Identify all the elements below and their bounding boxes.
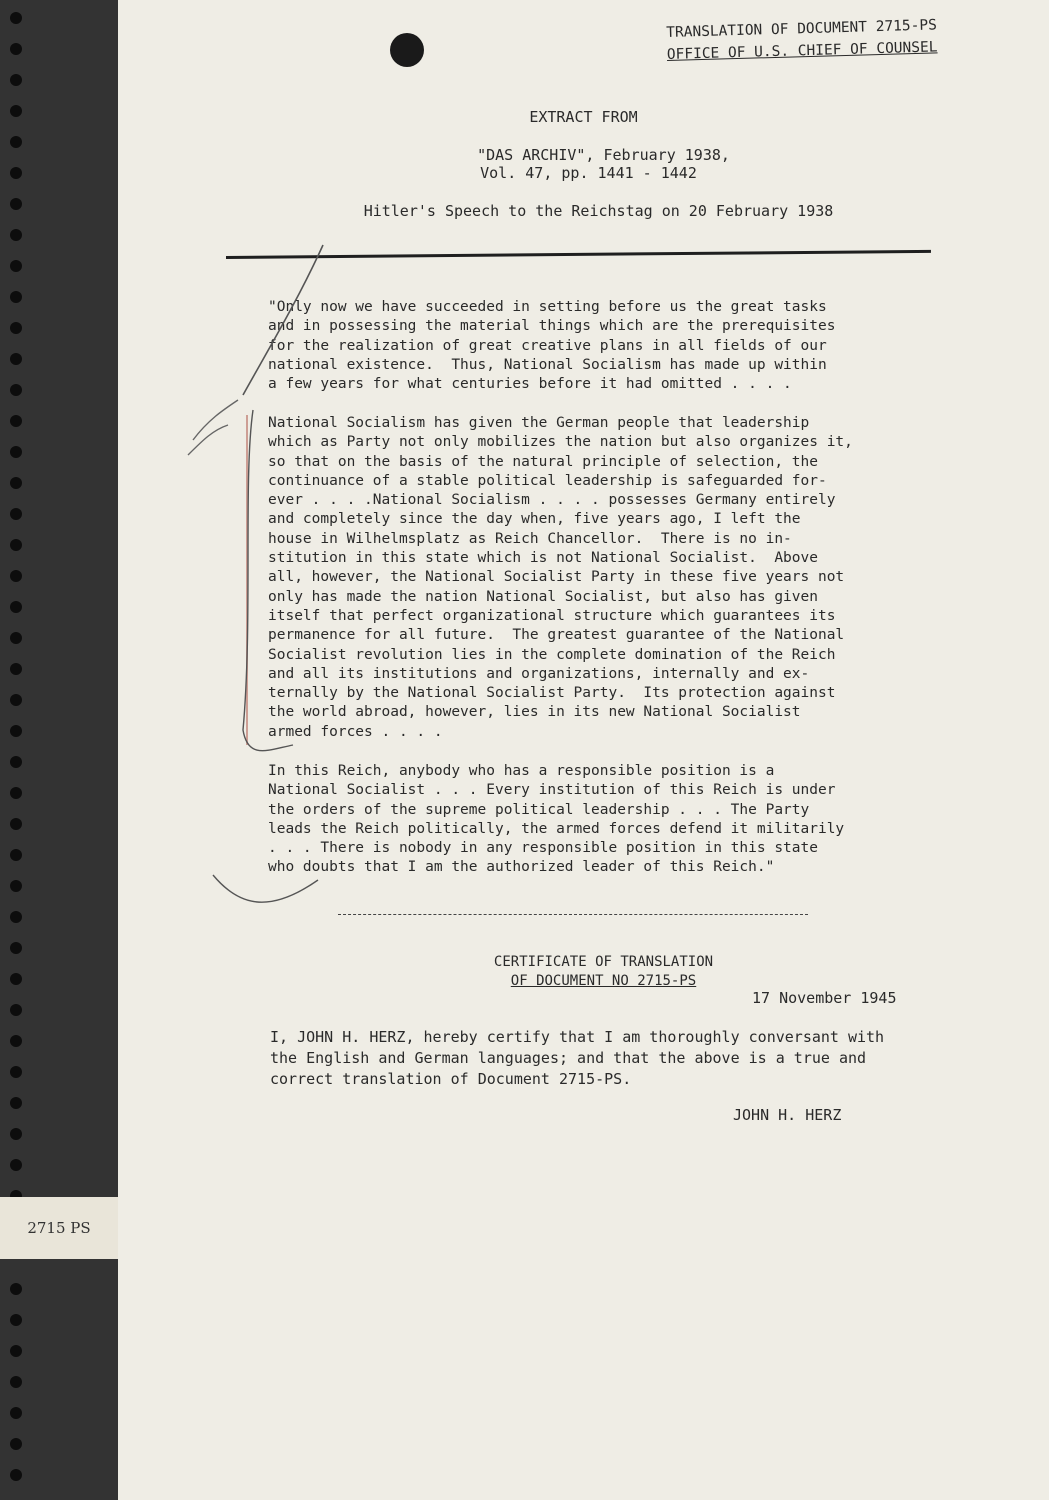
binder-hole: [10, 1004, 22, 1016]
binder-hole: [10, 694, 22, 706]
binder-hole: [10, 105, 22, 117]
binder-hole: [10, 353, 22, 365]
binder-edge: [0, 0, 118, 1500]
binder-hole: [10, 539, 22, 551]
pencil-annotations: [118, 0, 1049, 1500]
binder-hole: [10, 1376, 22, 1388]
binder-hole: [10, 74, 22, 86]
binder-hole-strip: [10, 0, 24, 1500]
header-translation-line: TRANSLATION OF DOCUMENT 2715-PS: [666, 17, 938, 41]
binder-hole: [10, 415, 22, 427]
binder-hole: [10, 1469, 22, 1481]
binder-hole: [10, 663, 22, 675]
paragraph-3: In this Reich, anybody who has a responsible position is a National Socialist . . . Every institution of this Reich is under the orders of the supreme political leadership . . . The Party leads the Reich politically, the armed forces defend it militarily . . . There is nobody in any responsible position in this state who doubts that I am the authorized leader of this Reich.": [268, 763, 845, 876]
source-line: "DAS ARCHIV", February 1938,: [477, 146, 730, 164]
binder-hole: [10, 198, 22, 210]
paragraph-2: National Socialism has given the German people that leadership which as Party not only mobilizes the nation but also organizes it, so that on the basis of the natural principle of selection, the continuance of a stable political leadership is safeguarded for- ever . . . .National Socialism . . . . possesses Germany entirely and completely since the day when, five years ago, I left the house in Wilhelmsplatz as Reich Chancellor. There is no in- stitution in this state which is not National Socialist. Above all, however, the National Socialist Party in these five years not only has made the nation National Socialist, but also has given itself that perfect organizational structure which guarantees its permanence for all future. The greatest guarantee of the National Socialist revolution lies in the complete domination of the Reich and all its institutions and organizations, internally and ex- ternally by the National Socialist Party. Its protection against the world abroad, however, lies in its new National Socialist armed forces . . . .: [268, 415, 853, 740]
binder-hole: [10, 260, 22, 272]
certificate-subtitle: OF DOCUMENT NO 2715-PS: [510, 973, 697, 989]
header-office-line: OFFICE OF U.S. CHIEF OF COUNSEL: [666, 39, 938, 63]
paragraph-1: "Only now we have succeeded in setting before us the great tasks and in possessing the material things which are the prerequisites for the realization of great creative plans in all fields of our national existence. Thus, National Socialism has made up within a few years for what centuries before it had omitted . . . .: [268, 299, 836, 393]
certificate-date: 17 November 1945: [752, 989, 897, 1007]
binder-hole: [10, 136, 22, 148]
speech-title: Hitler's Speech to the Reichstag on 20 February 1938: [363, 202, 834, 220]
binder-hole: [10, 601, 22, 613]
binder-hole: [10, 477, 22, 489]
certificate-title: CERTIFICATE OF TRANSLATION: [493, 954, 714, 970]
binder-hole: [10, 1159, 22, 1171]
certificate-body: I, JOHN H. HERZ, hereby certify that I am thoroughly conversant with the English and German languages; and that the above is a true and correct translation of Document 2715-PS.: [270, 1028, 885, 1088]
binder-hole: [10, 632, 22, 644]
pencil-bracket: [243, 410, 293, 751]
binder-hole: [10, 849, 22, 861]
binder-hole: [10, 973, 22, 985]
binder-hole: [10, 167, 22, 179]
binder-hole: [10, 291, 22, 303]
binder-hole: [10, 1345, 22, 1357]
binder-hole: [10, 570, 22, 582]
binder-hole: [10, 322, 22, 334]
binder-hole: [10, 384, 22, 396]
binder-hole: [10, 756, 22, 768]
binder-hole: [10, 446, 22, 458]
binder-hole: [10, 1097, 22, 1109]
binder-hole: [10, 787, 22, 799]
binder-hole: [10, 880, 22, 892]
binder-hole: [10, 818, 22, 830]
binder-hole: [10, 43, 22, 55]
document-tab-label: 2715 PS: [0, 1197, 118, 1259]
binder-hole: [10, 911, 22, 923]
binder-hole: [10, 1128, 22, 1140]
volume-line: Vol. 47, pp. 1441 - 1442: [480, 164, 697, 182]
certificate-signer: JOHN H. HERZ: [733, 1106, 842, 1124]
pencil-check-mark: [243, 245, 323, 395]
binder-hole: [10, 1066, 22, 1078]
pencil-scribble: [188, 400, 238, 455]
binder-hole: [10, 725, 22, 737]
binder-hole: [10, 1407, 22, 1419]
binder-hole: [10, 1314, 22, 1326]
binder-hole: [10, 229, 22, 241]
binder-hole: [10, 508, 22, 520]
extract-heading: EXTRACT FROM: [529, 108, 638, 126]
binder-hole: [10, 1283, 22, 1295]
binder-hole: [10, 942, 22, 954]
pencil-lower-mark: [213, 875, 318, 902]
binder-hole: [10, 12, 22, 24]
binder-hole: [10, 1035, 22, 1047]
binder-hole: [10, 1438, 22, 1450]
